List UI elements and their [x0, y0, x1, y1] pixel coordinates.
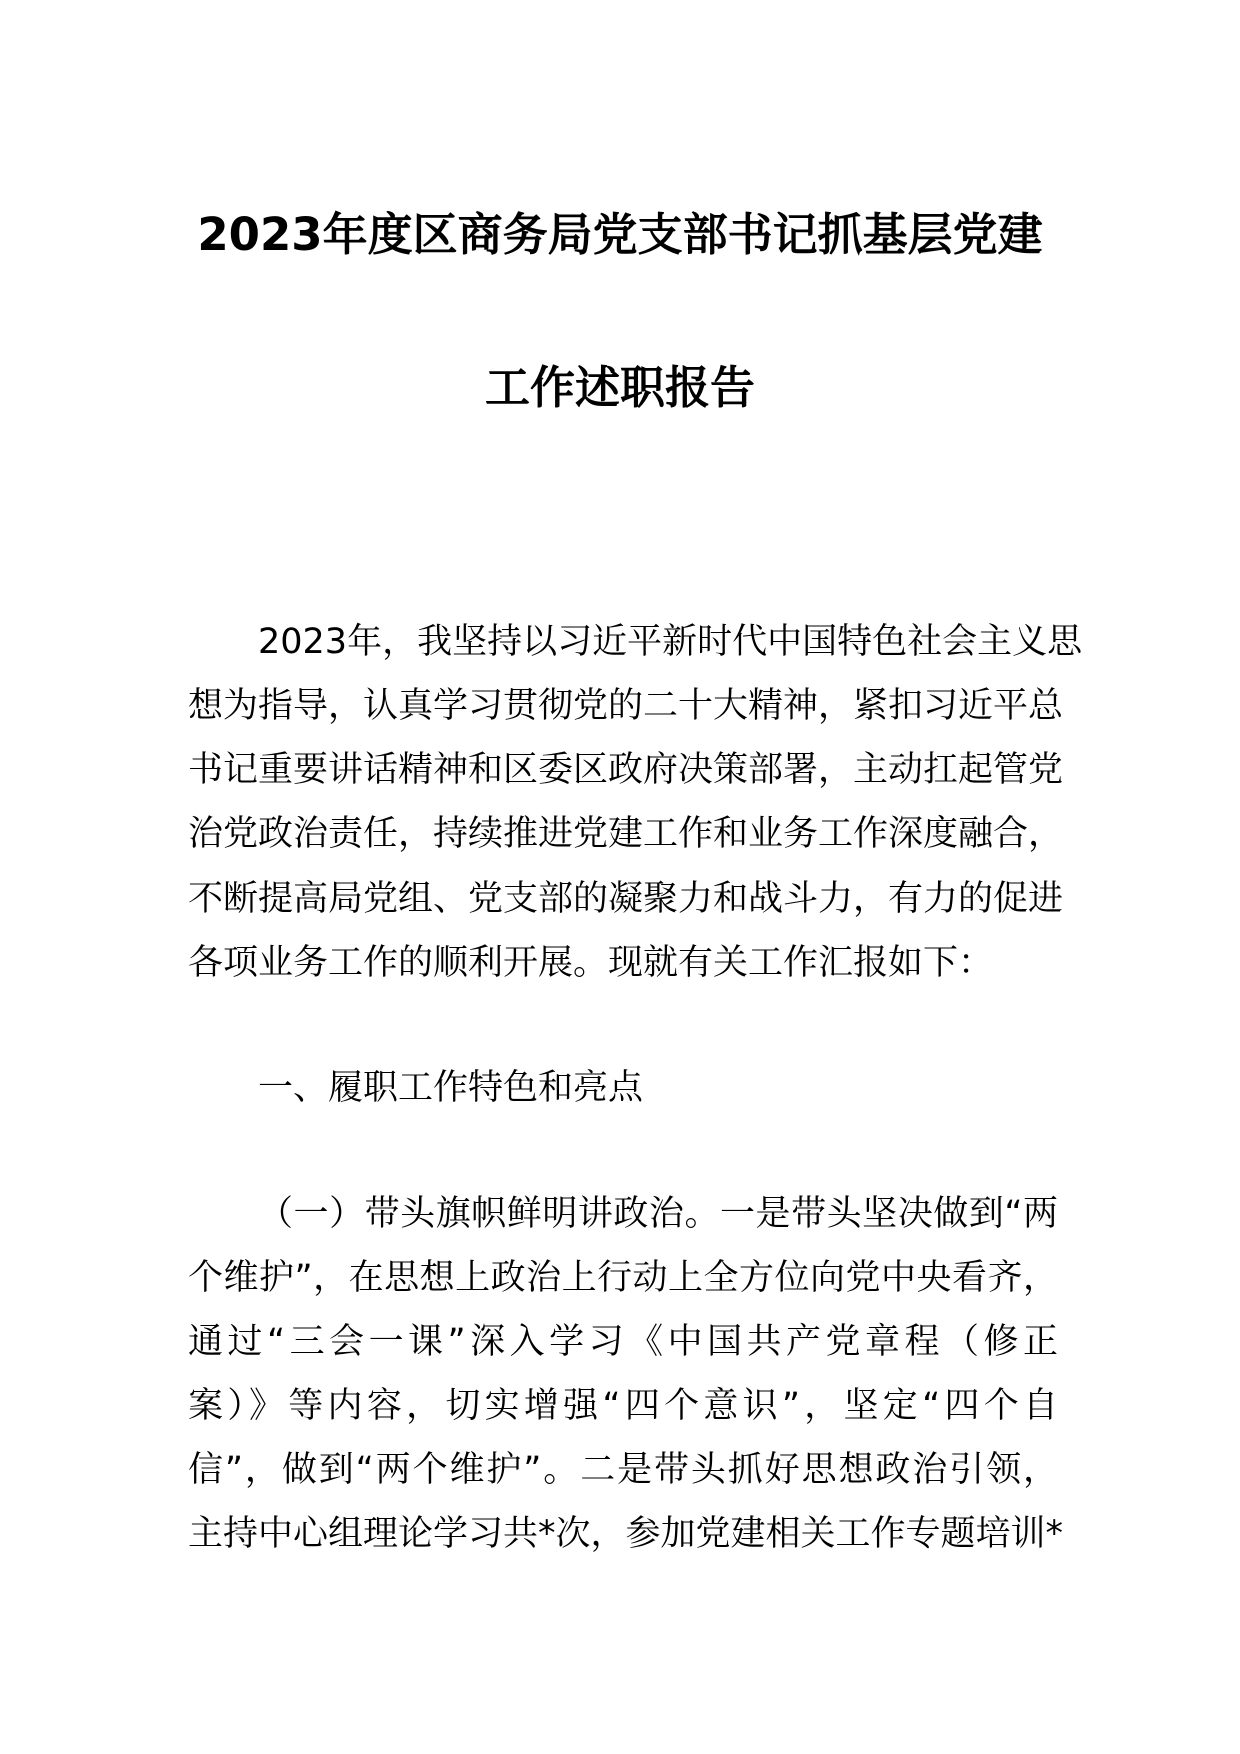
- title-line-1: 2023年度区商务局党支部书记抓基层党建: [197, 208, 1043, 261]
- intro-line: 2023年，我坚持以习近平新时代中国特色社会主义思: [258, 622, 1083, 662]
- title-line-2: 工作述职报告: [484, 361, 755, 414]
- intro-line: 不断提高局党组、党支部的凝聚力和战斗力，有力的促进: [188, 879, 1064, 919]
- intro-line: 治党政治责任，持续推进党建工作和业务工作深度融合，: [188, 814, 1064, 854]
- subsection-line: 通过“三会一课”深入学习《中国共产党章程（修正: [188, 1322, 1058, 1362]
- intro-line: 想为指导，认真学习贯彻党的二十大精神，紧扣习近平总: [188, 686, 1064, 726]
- section-heading: 一、履职工作特色和亮点: [258, 1068, 644, 1108]
- subsection-line: 案）》等内容，切实增强“四个意识”，坚定“四个自: [188, 1386, 1058, 1426]
- subsection-line: 主持中心组理论学习共*次，参加党建相关工作专题培训*: [188, 1514, 1064, 1554]
- intro-line: 各项业务工作的顺利开展。现就有关工作汇报如下：: [188, 943, 994, 983]
- subsection-line: 信”，做到“两个维护”。二是带头抓好思想政治引领，: [188, 1450, 1058, 1490]
- subsection-line: （一）带头旗帜鲜明讲政治。一是带头坚决做到“两: [258, 1194, 1058, 1234]
- intro-line: 书记重要讲话精神和区委区政府决策部署，主动扛起管党: [188, 750, 1064, 790]
- subsection-line: 个维护”，在思想上政治上行动上全方位向党中央看齐，: [188, 1258, 1058, 1298]
